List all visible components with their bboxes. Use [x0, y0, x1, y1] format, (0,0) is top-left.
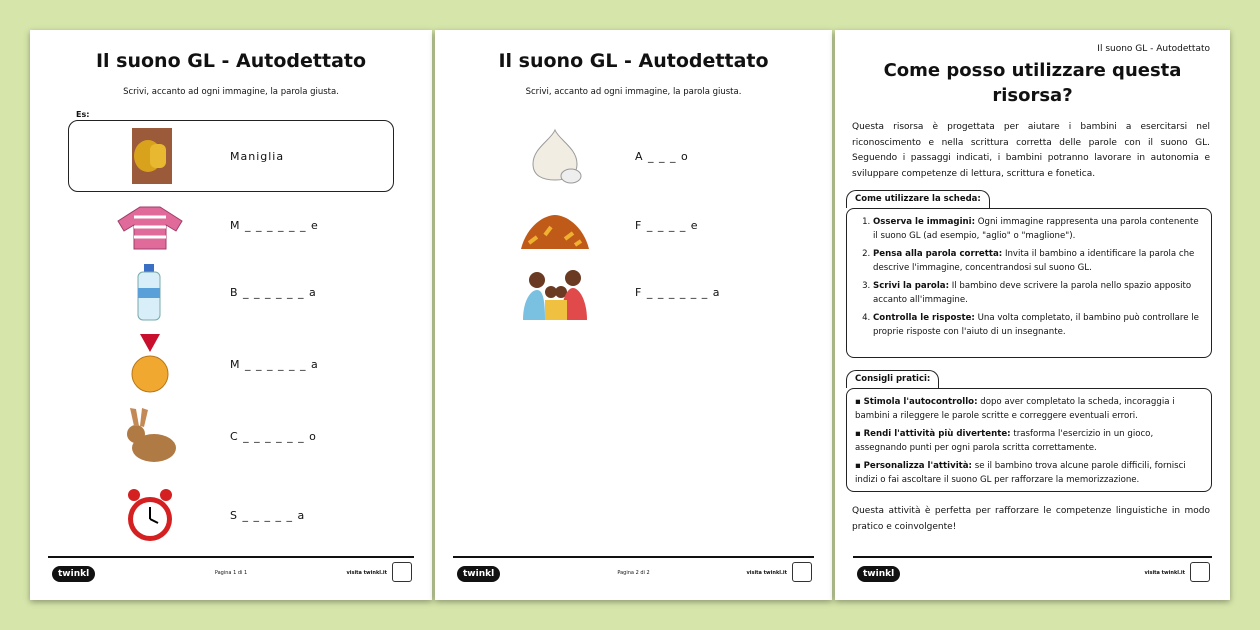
exercise-row: [30, 126, 432, 186]
badge-icon: [1190, 562, 1210, 582]
item-text: Invita il bambino a identificare la parola che descrive l'immagine, concentrandosi sul suono GL.: [873, 249, 1195, 273]
word-blank[interactable]: C _ _ _ _ _ _ o: [230, 430, 317, 443]
instruction: Scrivi, accanto ad ogni immagine, la parola giusta.: [123, 87, 339, 97]
list-item: [873, 279, 1201, 307]
word-blank[interactable]: S _ _ _ _ _ a: [230, 509, 306, 522]
leaves-pile-icon: [515, 195, 595, 255]
list-item: [873, 311, 1201, 339]
item-text: se il bambino trova alcune parole difficili, fornisci indizi o fai ascoltare il suono GL per rafforzare la memorizzazione.: [855, 461, 1186, 485]
tips-list: [846, 388, 1212, 492]
item-heading: Personalizza l'attività:: [863, 461, 972, 471]
item-heading: Stimola l'autocontrollo:: [863, 397, 978, 407]
exercise-row: [30, 262, 432, 322]
list-item: [873, 247, 1201, 275]
word-blank[interactable]: B _ _ _ _ _ _ a: [230, 286, 317, 299]
item-text: Il bambino deve scrivere la parola nello spazio apposito accanto all'immagine.: [873, 281, 1192, 305]
garlic-icon: [515, 126, 595, 186]
twinkl-logo: twinkl: [457, 566, 500, 582]
steps-list: [846, 208, 1212, 358]
medal-icon: [110, 334, 190, 394]
exercise-row: [435, 262, 832, 322]
visit-link[interactable]: visita twinkl.it: [1144, 570, 1185, 576]
footer-divider: [48, 556, 414, 558]
tips-title: Consigli pratici:: [846, 370, 939, 388]
word-blank[interactable]: F _ _ _ _ _ _ a: [635, 286, 721, 299]
how-title: Come utilizzare la scheda:: [846, 190, 990, 208]
item-heading: Pensa alla parola corretta:: [873, 249, 1003, 259]
visit-link[interactable]: visita twinkl.it: [346, 570, 387, 576]
exercise-row: [30, 485, 432, 545]
sweater-icon: [110, 195, 190, 255]
word-blank[interactable]: Maniglia: [230, 150, 285, 163]
item-text: dopo aver completato la scheda, incoraggia i bambini a rileggere le parole scritte e correggere eventuali errori.: [855, 397, 1175, 421]
list-item: [855, 395, 1201, 423]
header-title: Il suono GL - Autodettato: [1097, 44, 1210, 54]
exercise-row: [435, 195, 832, 255]
item-text: Ogni immagine rappresenta una parola contenente il suono GL (ad esempio, "aglio" o "maglione").: [873, 217, 1199, 241]
item-text: trasforma l'esercizio in un gioco, assegnando punti per ogni parola scritta correttamente.: [855, 429, 1154, 453]
word-blank[interactable]: F _ _ _ _ e: [635, 219, 699, 232]
word-blank[interactable]: A _ _ _ o: [635, 150, 689, 163]
badge-icon: [792, 562, 812, 582]
example-label: Es:: [76, 110, 90, 119]
exercise-row: [30, 334, 432, 394]
item-heading: Osserva le immagini:: [873, 217, 976, 227]
family-icon: [515, 262, 595, 322]
door-knob-icon: [110, 126, 190, 186]
page-number: Pagina 1 di 1: [214, 570, 248, 576]
twinkl-logo: twinkl: [857, 566, 900, 582]
word-blank[interactable]: M _ _ _ _ _ _ e: [230, 219, 319, 232]
worksheet-page-2: [435, 30, 832, 600]
bottle-icon: [110, 262, 190, 322]
intro-text: Questa risorsa è progettata per aiutare i bambini a esercitarsi nel riconoscimento e nella scrittura corretta delle parole con il suono GL. Seguendo i passaggi indicati, i bambini potranno lavorare in autonomia e sviluppare competenze di lettura, scrittura e fonetica.: [852, 122, 1210, 179]
item-heading: Rendi l'attività più divertente:: [863, 429, 1011, 439]
page-title: Il suono GL - Autodettato: [498, 50, 769, 72]
exercise-row: [30, 195, 432, 255]
visit-link[interactable]: visita twinkl.it: [746, 570, 787, 576]
item-heading: Scrivi la parola:: [873, 281, 950, 291]
word-blank[interactable]: M _ _ _ _ _ _ a: [230, 358, 319, 371]
badge-icon: [392, 562, 412, 582]
alarm-clock-icon: [110, 485, 190, 545]
list-item: [855, 427, 1201, 455]
instruction: Scrivi, accanto ad ogni immagine, la parola giusta.: [525, 87, 742, 97]
footer-divider: [853, 556, 1212, 558]
twinkl-logo: twinkl: [52, 566, 95, 582]
rabbit-icon: [110, 406, 190, 466]
exercise-row: [435, 126, 832, 186]
item-heading: Controlla le risposte:: [873, 313, 975, 323]
list-item: [873, 215, 1201, 243]
guide-page: [835, 30, 1230, 600]
worksheet-page-1: [30, 30, 432, 600]
guide-title: Come posso utilizzare questa risorsa?: [883, 60, 1182, 106]
list-item: [855, 459, 1201, 487]
exercise-row: [30, 406, 432, 466]
item-text: Una volta completato, il bambino può controllare le proprie risposte con l'aiuto di un insegnante.: [873, 313, 1199, 337]
page-title: Il suono GL - Autodettato: [95, 50, 367, 72]
outro-text: Questa attività è perfetta per rafforzare le competenze linguistiche in modo pratico e coinvolgente!: [852, 506, 1210, 532]
footer-divider: [453, 556, 814, 558]
page-number: Pagina 2 di 2: [617, 570, 650, 576]
